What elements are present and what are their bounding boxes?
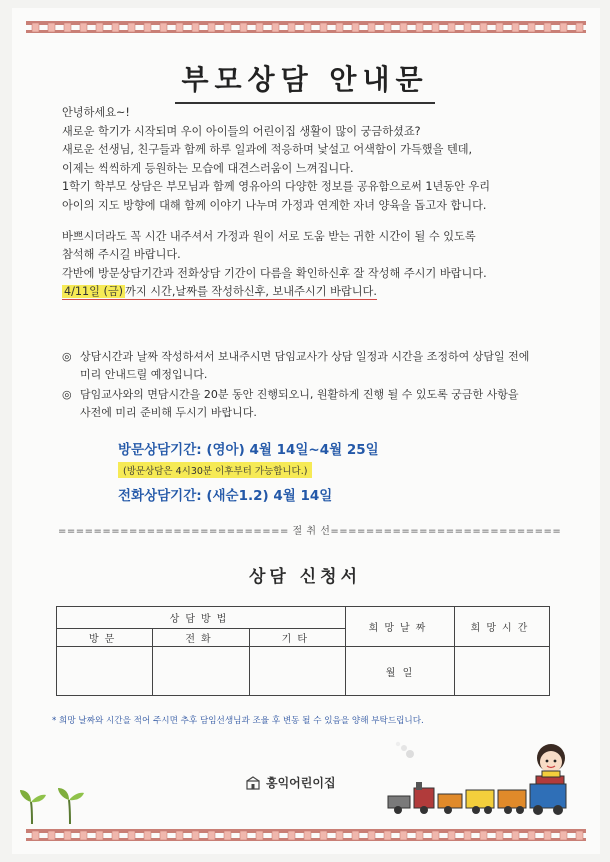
paragraph-line: 바쁘시더라도 꼭 시간 내주셔서 가정과 원이 서로 도움 받는 귀한 시간이 될 수 있도록 [62, 229, 476, 243]
train-illustration [380, 738, 580, 826]
form-title: 상담 신청서 [248, 567, 362, 587]
date-header: 희망날짜 [346, 607, 455, 647]
visit-column-header: 방문 [57, 629, 153, 647]
application-table [56, 606, 550, 696]
visit-cell[interactable] [57, 647, 153, 696]
greeting-line: 안녕하세요~! [62, 106, 130, 119]
deadline-date-highlight: 4/11일 (금) [64, 285, 124, 299]
phone-cell[interactable] [153, 647, 249, 696]
intro-line: 새로운 선생님, 친구들과 함께 하루 일과에 적응하며 낯설고 어색함이 가득했을 텐데, [62, 143, 473, 157]
intro-line: 이제는 씩씩하게 등원하는 모습에 대견스러움이 느껴집니다. [62, 161, 354, 175]
page-title: 부모상담 안내문 [175, 58, 434, 104]
note-line: 사전에 미리 준비해 두시기 바랍니다. [80, 406, 257, 420]
paragraph-line: 참석해 주시길 바랍니다. [62, 248, 181, 262]
intro-line: 1학기 학부모 상담은 부모님과 함께 영유아의 다양한 정보를 공유함으로써 1년동안 우리 [62, 180, 491, 194]
footnote: * 희망 날짜와 시간을 적어 주시면 추후 담임선생님과 조율 후 변동 될 수 있음을 양해 부탁드립니다. [52, 716, 424, 726]
note-line: 담임교사와의 면담시간을 20분 동안 진행되오니, 원활하게 진행 될 수 있도록 궁금한 사항을 [80, 387, 519, 401]
other-column-header: 기타 [249, 629, 345, 647]
other-cell[interactable] [249, 647, 345, 696]
phone-period: 전화상담기간: (새순1.2) 4월 14일 [118, 488, 333, 504]
bottom-rail-decoration [26, 826, 586, 844]
method-header: 상담방법 [57, 607, 346, 629]
note-line: 상담시간과 날짜 작성하셔서 보내주시면 담임교사가 상담 일정과 시간을 조정하여 상담일 전에 [80, 350, 530, 363]
intro-line: 새로운 학기가 시작되며 우이 아이들의 어린이집 생활이 많이 궁금하셨죠? [62, 124, 421, 138]
intro-line: 아이의 지도 방향에 대해 함께 이야기 나누며 가정과 연계한 자녀 양육을 돕고자 합니다. [62, 198, 487, 212]
daycare-logo [246, 774, 336, 791]
sprout-icon [18, 778, 88, 830]
deadline-text: 까지 시간,날짜를 작성하신후, 보내주시기 바랍니다. [125, 285, 377, 299]
note-line: 미리 안내드릴 예정입니다. [80, 368, 208, 382]
deadline-line [62, 283, 562, 302]
phone-column-header: 전화 [153, 629, 249, 647]
daycare-name: 홍익어린이집 [266, 776, 336, 790]
notes-section [62, 348, 582, 424]
bullet-icon: ◎ [62, 387, 72, 401]
visit-period: 방문상담기간: (영아) 4월 14일~4월 25일 [118, 442, 379, 458]
paragraph-line: 각반에 방문상담기간과 전화상담 기간이 다름을 확인하신후 잘 작성해 주시기 바랍니다. [62, 266, 487, 280]
bullet-icon: ◎ [62, 350, 72, 363]
time-cell[interactable] [455, 647, 550, 696]
cut-line: ========================== 절 취 선========================== [58, 526, 562, 537]
date-cell[interactable]: 월 일 [346, 647, 455, 696]
letter-body [62, 104, 562, 302]
note-item [62, 386, 582, 423]
note-item [62, 348, 582, 385]
building-icon [246, 776, 260, 790]
visit-period-note: (방문상담은 4시30분 이후부터 가능합니다.) [118, 462, 312, 478]
top-rail-decoration [26, 18, 586, 36]
time-header: 희망시간 [455, 607, 550, 647]
